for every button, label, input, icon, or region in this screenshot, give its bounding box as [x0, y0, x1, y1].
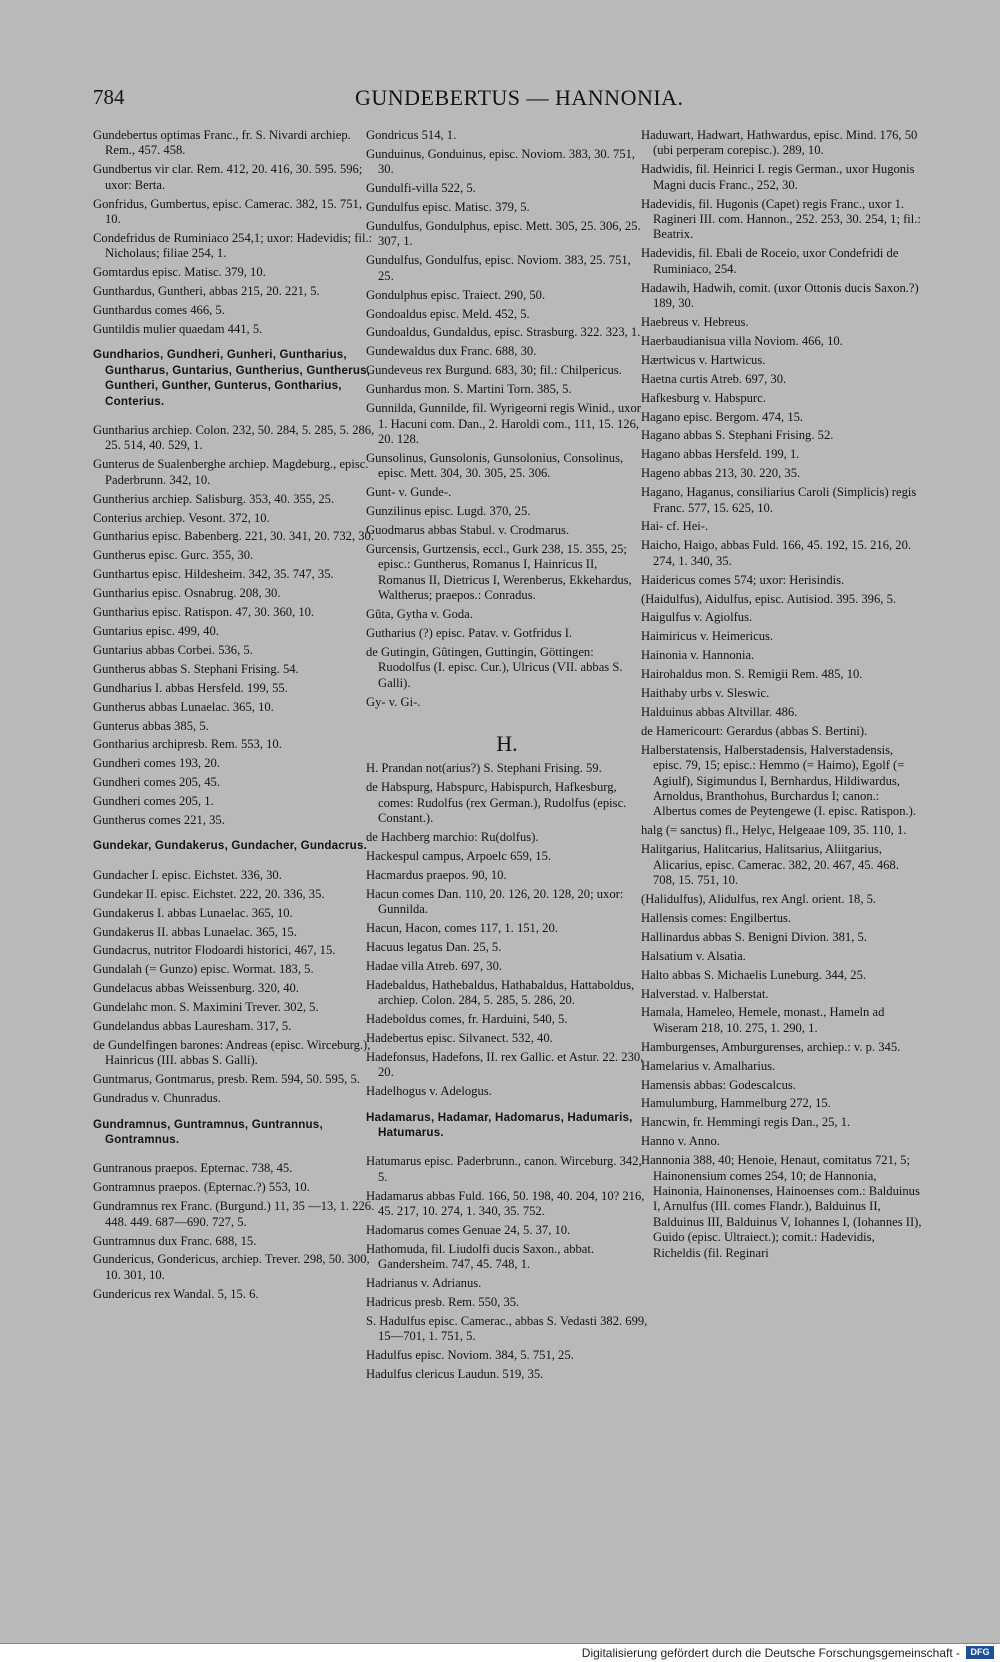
index-entry: Gundulfi-villa 522, 5. — [366, 181, 476, 196]
index-entry: Hagano abbas S. Stephani Frising. 52. — [641, 428, 834, 443]
index-entry: Hagano episc. Bergom. 474, 15. — [641, 409, 804, 424]
index-entry: Guntharius episc. Ratispon. 47, 30. 360, 10. — [93, 605, 315, 620]
index-entry: Hadricus presb. Rem. 550, 35. — [366, 1295, 520, 1310]
index-entry: Halto abbas S. Michaelis Luneburg. 344, 25. — [641, 967, 867, 982]
index-entry: (Halidulfus), Alidulfus, rex Angl. orient. 18, 5. — [641, 891, 877, 906]
index-entry: Gundelahc mon. S. Maximini Trever. 302, 5. — [93, 1000, 319, 1015]
index-entry: Gunzilinus episc. Lugd. 370, 25. — [366, 504, 531, 519]
index-entry: Hairohaldus mon. S. Remigii Rem. 485, 10. — [641, 667, 863, 682]
index-column-1 — [93, 128, 375, 1306]
index-entry: halg (= sanctus) fl., Helyc, Helgeaae 109, 35. 110, 1. — [641, 823, 907, 838]
index-entry: Gundheri comes 205, 1. — [93, 794, 214, 809]
index-entry: Gurcensis, Gurtzensis, eccl., Gurk 238, 15. 355, 25; episc.: Guntherus, Romanus I, Hainricus II, Romanus II, Dietricus I, Werenberus, Ekkehardus, Waltherus; praepos.: Conradus. — [366, 541, 632, 603]
index-entry: Gontramnus praepos. (Epternac.?) 553, 10. — [93, 1180, 310, 1195]
index-column-2 — [366, 128, 648, 1386]
index-entry: Gundharius I. abbas Hersfeld. 199, 55. — [93, 680, 288, 695]
index-entry: Hærtwicus v. Hartwicus. — [641, 352, 766, 367]
index-entry: Guntherus comes 221, 35. — [93, 813, 225, 828]
index-entry: Hadawih, Hadwih, comit. (uxor Ottonis ducis Saxon.?) 189, 30. — [641, 280, 919, 311]
index-entry: Guntmarus, Gontmarus, presb. Rem. 594, 50. 595, 5. — [93, 1072, 360, 1087]
index-entry: Conterius archiep. Vesont. 372, 10. — [93, 510, 270, 525]
footer-credit: Digitalisierung gefördert durch die Deutsche Forschungsgemeinschaft - — [581, 1646, 960, 1660]
index-entry: Hagano abbas Hersfeld. 199, 1. — [641, 447, 800, 462]
index-entry: Hackespul campus, Arpoelc 659, 15. — [366, 848, 552, 863]
index-entry: Hadebaldus, Hathebaldus, Hathabaldus, Hattaboldus, archiep. Colon. 284, 5. 285, 5. 286, 20. — [366, 977, 635, 1008]
dfg-logo-icon: DFG — [966, 1646, 994, 1659]
index-entry: Gontharius archipresb. Rem. 553, 10. — [93, 737, 282, 752]
index-entry: Gundheri comes 205, 45. — [93, 775, 220, 790]
index-entry: Hadebertus episc. Silvanect. 532, 40. — [366, 1030, 553, 1045]
index-entry: Guntharius episc. Babenberg. 221, 30. 341, 20. 732, 30. — [93, 529, 374, 544]
index-entry: Gomtardus episc. Matisc. 379, 10. — [93, 265, 266, 280]
index-entry: Hamensis abbas: Godescalcus. — [641, 1077, 796, 1092]
index-entry: de Hachberg marchio: Ru(dolfus). — [366, 829, 539, 844]
index-entry: Haimiricus v. Heimericus. — [641, 629, 774, 644]
index-entry: de Gundelfingen barones: Andreas (episc. Wirceburg.), Hainricus (III. abbas S. Galli). — [93, 1038, 371, 1068]
index-group-heading: Hadamarus, Hadamar, Hadomarus, Hadumaris, Hatumarus. — [366, 1110, 633, 1139]
index-entry: Hathomuda, fil. Liudolfi ducis Saxon., abbat. Gandersheim. 747, 45. 748, 1. — [366, 1241, 595, 1272]
index-entry: Gunduinus, Gonduinus, episc. Noviom. 383, 30. 751, 30. — [366, 146, 636, 177]
index-entry: Hannonia 388, 40; Henoie, Henaut, comitatus 721, 5; Hainonensium comes 254, 10; de Hannonia, Hainonia, Hainonenses, Hainoenses com.: Balduinus I, Arnulfus (III. comes Flandr.), Balduinus II, Balduinus III, Balduinus V, Iohannes I, (Iohannes II), Guido (episc. Ultraiect.); comit.: Hadevidis, Richeldis (fil. Reginari — [641, 1153, 922, 1260]
index-entry: Guodmarus abbas Stabul. v. Crodmarus. — [366, 522, 570, 537]
index-entry: Guntherus abbas S. Stephani Frising. 54. — [93, 661, 299, 676]
index-entry: Gunthardus comes 466, 5. — [93, 303, 225, 318]
index-entry: Guntharius archiep. Colon. 232, 50. 284, 5. 285, 5. 286, 25. 514, 40. 529, 1. — [93, 423, 375, 453]
index-entry: Hamburgenses, Amburgurenses, archiep.: v. p. 345. — [641, 1039, 901, 1054]
index-entry: Gondricus 514, 1. — [366, 128, 457, 142]
index-entry: Hadevidis, fil. Hugonis (Capet) regis Franc., uxor 1. Ragineri III. com. Hannon., 252. 253, 30. 254, 1; fil.: Beatrix. — [641, 196, 921, 242]
index-entry: Hamala, Hameleo, Hemele, monast., Hameln ad Wiseram 218, 10. 275, 1. 290, 1. — [641, 1005, 885, 1035]
index-entry: Hadulfus clericus Laudun. 519, 35. — [366, 1367, 544, 1382]
index-entry: Guntherus episc. Gurc. 355, 30. — [93, 548, 254, 563]
index-entry: Gunthartus episc. Hildesheim. 342, 35. 747, 35. — [93, 567, 334, 582]
index-group-heading: Gundharios, Gundheri, Gunheri, Guntharius, Guntharus, Guntarius, Guntherius, Guntherus, Guntheri, Gunther, Gunterus, Gontharius, Conterius. — [93, 348, 371, 408]
index-entry: Gundbertus vir clar. Rem. 412, 20. 416, 30. 595. 596; uxor: Berta. — [93, 162, 363, 192]
index-entry: Gûta, Gytha v. Goda. — [366, 606, 473, 621]
index-entry: Hacun comes Dan. 110, 20. 126, 20. 128, 20; uxor: Gunnilda. — [366, 886, 624, 917]
index-entry: Hamulumburg, Hammelburg 272, 15. — [641, 1096, 831, 1111]
index-entry: Gondoaldus episc. Meld. 452, 5. — [366, 306, 530, 321]
index-entry: Gundradus v. Chunradus. — [93, 1091, 221, 1106]
index-entry: Haerbaudianisua villa Noviom. 466, 10. — [641, 333, 843, 348]
index-entry: Hafkesburg v. Habspurc. — [641, 390, 766, 405]
index-entry: Gundekar II. episc. Eichstet. 222, 20. 336, 35. — [93, 886, 325, 901]
index-entry: Guntildis mulier quaedam 441, 5. — [93, 321, 263, 336]
index-entry: Haetna curtis Atreb. 697, 30. — [641, 371, 787, 386]
index-entry: Gunterus de Sualenberghe archiep. Magdeburg., episc. Paderbrunn. 342, 10. — [93, 457, 369, 487]
index-entry: Hadeboldus comes, fr. Harduini, 540, 5. — [366, 1012, 568, 1026]
index-group-heading: Gundramnus, Guntramnus, Guntrannus, Gontramnus. — [93, 1117, 323, 1147]
section-letter: H. — [496, 730, 518, 756]
index-entry: Gundelacus abbas Weissenburg. 320, 40. — [93, 981, 299, 996]
index-entry: Gundheri comes 193, 20. — [93, 756, 220, 771]
index-entry: Hageno abbas 213, 30. 220, 35. — [641, 466, 801, 481]
index-entry: Gundeveus rex Burgund. 683, 30; fil.: Chilpericus. — [366, 363, 622, 378]
index-entry: Hadrianus v. Adrianus. — [366, 1276, 482, 1291]
index-entry: Gundacrus, nutritor Flodoardi historici, 467, 15. — [93, 943, 336, 958]
index-entry: Gunt- v. Gunde-. — [366, 485, 452, 500]
index-entry: Gonfridus, Gumbertus, episc. Camerac. 382, 15. 751, 10. — [93, 196, 362, 227]
index-entry: Hacmardus praepos. 90, 10. — [366, 867, 507, 882]
index-entry: Hacun, Hacon, comes 117, 1. 151, 20. — [366, 920, 558, 935]
index-entry: Haebreus v. Hebreus. — [641, 314, 749, 329]
digitization-footer — [0, 1643, 1000, 1662]
index-entry: Hacuus legatus Dan. 25, 5. — [366, 939, 502, 954]
index-entry: Gutharius (?) episc. Patav. v. Gotfridus I. — [366, 625, 573, 640]
index-entry: H. Prandan not(arius?) S. Stephani Frising. 59. — [366, 761, 602, 776]
index-entry: Gunsolinus, Gunsolonis, Gunsolonius, Consolinus, episc. Mett. 304, 30. 305, 25. 306. — [366, 450, 624, 481]
index-entry: Guntarius episc. 499, 40. — [93, 623, 219, 638]
index-entry: Hallinardus abbas S. Benigni Divion. 381, 5. — [641, 929, 867, 944]
index-entry: Gundewaldus dux Franc. 688, 30. — [366, 344, 537, 359]
index-entry: Gundelandus abbas Lauresham. 317, 5. — [93, 1019, 292, 1034]
index-entry: Hadulfus episc. Noviom. 384, 5. 751, 25. — [366, 1348, 574, 1363]
index-entry: Hadelhogus v. Adelogus. — [366, 1084, 492, 1099]
index-entry: Hadevidis, fil. Ebali de Roceio, uxor Condefridi de Ruminiaco, 254. — [641, 246, 899, 276]
index-entry: Halitgarius, Halitcarius, Halitsarius, Aliitgarius, Alicarius, episc. Camerac. 382, 20. 467, 45. 468. 708, 15. 751, 10. — [641, 842, 899, 888]
index-entry: Haidericus comes 574; uxor: Herisindis. — [641, 572, 845, 587]
index-entry: Gundulfus episc. Matisc. 379, 5. — [366, 200, 530, 215]
index-entry: Gundulfus, Gondulfus, episc. Noviom. 383, 25. 751, 25. — [366, 253, 631, 283]
index-entry: Haithaby urbs v. Sleswic. — [641, 686, 770, 701]
index-group-heading: Gundekar, Gundakerus, Gundacher, Gundacrus. — [93, 839, 368, 853]
index-entry: Guntherius archiep. Salisburg. 353, 40. 355, 25. — [93, 491, 335, 506]
index-entry: Halsatium v. Alsatia. — [641, 948, 746, 963]
index-entry: Gundericus, Gondericus, archiep. Trever. 298, 50. 300, 10. 301, 10. — [93, 1252, 370, 1282]
index-entry: Gundoaldus, Gundaldus, episc. Strasburg. 322. 323, 1. — [366, 325, 641, 340]
page-number: 784 — [93, 85, 125, 109]
index-entry: Gunterus abbas 385, 5. — [93, 718, 209, 733]
index-entry: Gunthardus, Guntheri, abbas 215, 20. 221, 5. — [93, 284, 320, 299]
index-entry: Hanno v. Anno. — [641, 1134, 720, 1149]
running-head: GUNDEBERTUS — HANNONIA. — [355, 85, 684, 110]
index-entry: Hallensis comes: Engilbertus. — [641, 910, 792, 925]
index-entry: Hadae villa Atreb. 697, 30. — [366, 958, 503, 973]
index-entry: Halduinus abbas Altvillar. 486. — [641, 705, 798, 719]
index-entry: Gundakerus I. abbas Lunaelac. 365, 10. — [93, 905, 293, 920]
index-entry: Haduwart, Hadwart, Hathwardus, episc. Mind. 176, 50 (ubi perperam corepisc.). 289, 10. — [641, 128, 918, 158]
index-entry: Hancwin, fr. Hemmingi regis Dan., 25, 1. — [641, 1115, 851, 1130]
index-entry: Condefridus de Ruminiaco 254,1; uxor: Hadevidis; fil.: Nicholaus; filiae 254, 1. — [93, 230, 373, 261]
index-entry: Guntarius abbas Corbei. 536, 5. — [93, 642, 253, 657]
index-entry: Guntranous praepos. Epternac. 738, 45. — [93, 1161, 293, 1176]
index-entry: Gundulfus, Gondulphus, episc. Mett. 305, 25. 306, 25. 307, 1. — [366, 219, 641, 249]
index-entry: Guntharius episc. Osnabrug. 208, 30. — [93, 586, 281, 601]
index-entry: (Haidulfus), Aidulfus, episc. Autisiod. 395. 396, 5. — [641, 591, 897, 606]
index-column-3 — [641, 128, 923, 1265]
index-entry: Hadefonsus, Hadefons, II. rex Gallic. et Astur. 22. 230, 20. — [366, 1049, 644, 1080]
index-entry: Halverstad. v. Halberstat. — [641, 986, 769, 1001]
index-entry: Halberstatensis, Halberstadensis, Halverstadensis, episc. 79, 15; episc.: Hemmo (= Haimo), Egolf (= Agiulf), Sigimundus I, Bernhardus, Hildiwardus, Arnoldus, Branthohus, Burchardus I; canon.: Albertus comes de Peytengewe (I. episc. Ratispon.). — [641, 742, 916, 819]
index-entry: Hainonia v. Hannonia. — [641, 648, 755, 663]
index-entry: Haicho, Haigo, abbas Fuld. 166, 45. 192, 15. 216, 20. 274, 1. 340, 35. — [641, 538, 912, 568]
index-entry: Gundakerus II. abbas Lunaelac. 365, 15. — [93, 924, 297, 939]
index-entry: Hagano, Haganus, consiliarius Caroli (Simplicis) regis Franc. 577, 15. 625, 10. — [641, 485, 917, 515]
index-entry: de Habspurg, Habspurc, Habispurch, Hafkesburg, comes: Rudolfus (rex German.), Rudolfus (episc. Constant.). — [366, 780, 627, 826]
index-entry: Gundacher I. episc. Eichstet. 336, 30. — [93, 867, 282, 882]
index-entry: Hatumarus episc. Paderbrunn., canon. Wirceburg. 342, 5. — [366, 1154, 642, 1184]
index-entry: de Gutingin, Gûtingen, Guttingin, Göttingen: Ruodolfus (I. episc. Cur.), Ulricus (VII. abbas S. Galli). — [366, 644, 623, 690]
index-entry: Haigulfus v. Agiolfus. — [641, 610, 753, 625]
index-entry: Gunnilda, Gunnilde, fil. Wyrigeorni regis Winid., uxor 1. Hacuni com. Dan., 2. Haroldi com., 111, 15. 126, 20. 128. — [366, 401, 641, 446]
index-entry: Gundebertus optimas Franc., fr. S. Nivardi archiep. Rem., 457. 458. — [93, 128, 351, 158]
index-entry: Hadomarus comes Genuae 24, 5. 37, 10. — [366, 1222, 571, 1237]
index-entry: de Hamericourt: Gerardus (abbas S. Bertini). — [641, 723, 868, 738]
index-entry: Gundericus rex Wandal. 5, 15. 6. — [93, 1286, 259, 1301]
index-entry: Guntherus abbas Lunaelac. 365, 10. — [93, 699, 274, 714]
index-entry: Hadamarus abbas Fuld. 166, 50. 198, 40. 204, 10? 216, 45. 217, 10. 274, 1. 340, 35. 752. — [366, 1188, 645, 1219]
index-entry: S. Hadulfus episc. Camerac., abbas S. Vedasti 382. 699, 15—701, 1. 751, 5. — [366, 1314, 648, 1344]
index-entry: Hadwidis, fil. Heinrici I. regis German., uxor Hugonis Magni ducis Franc., 252, 30. — [641, 162, 915, 192]
index-entry: Gunhardus mon. S. Martini Torn. 385, 5. — [366, 382, 572, 397]
index-entry: Guntramnus dux Franc. 688, 15. — [93, 1233, 257, 1248]
index-entry: Gundalah (= Gunzo) episc. Wormat. 183, 5. — [93, 962, 314, 977]
index-entry: Gundramnus rex Franc. (Burgund.) 11, 35 —13, 1. 226. 448. 449. 687—690. 727, 5. — [93, 1199, 375, 1229]
index-entry: Hai- cf. Hei-. — [641, 519, 709, 534]
index-entry: Gy- v. Gi-. — [366, 694, 421, 709]
index-entry: Gondulphus episc. Traiect. 290, 50. — [366, 287, 546, 302]
index-entry: Hamelarius v. Amalharius. — [641, 1058, 776, 1073]
